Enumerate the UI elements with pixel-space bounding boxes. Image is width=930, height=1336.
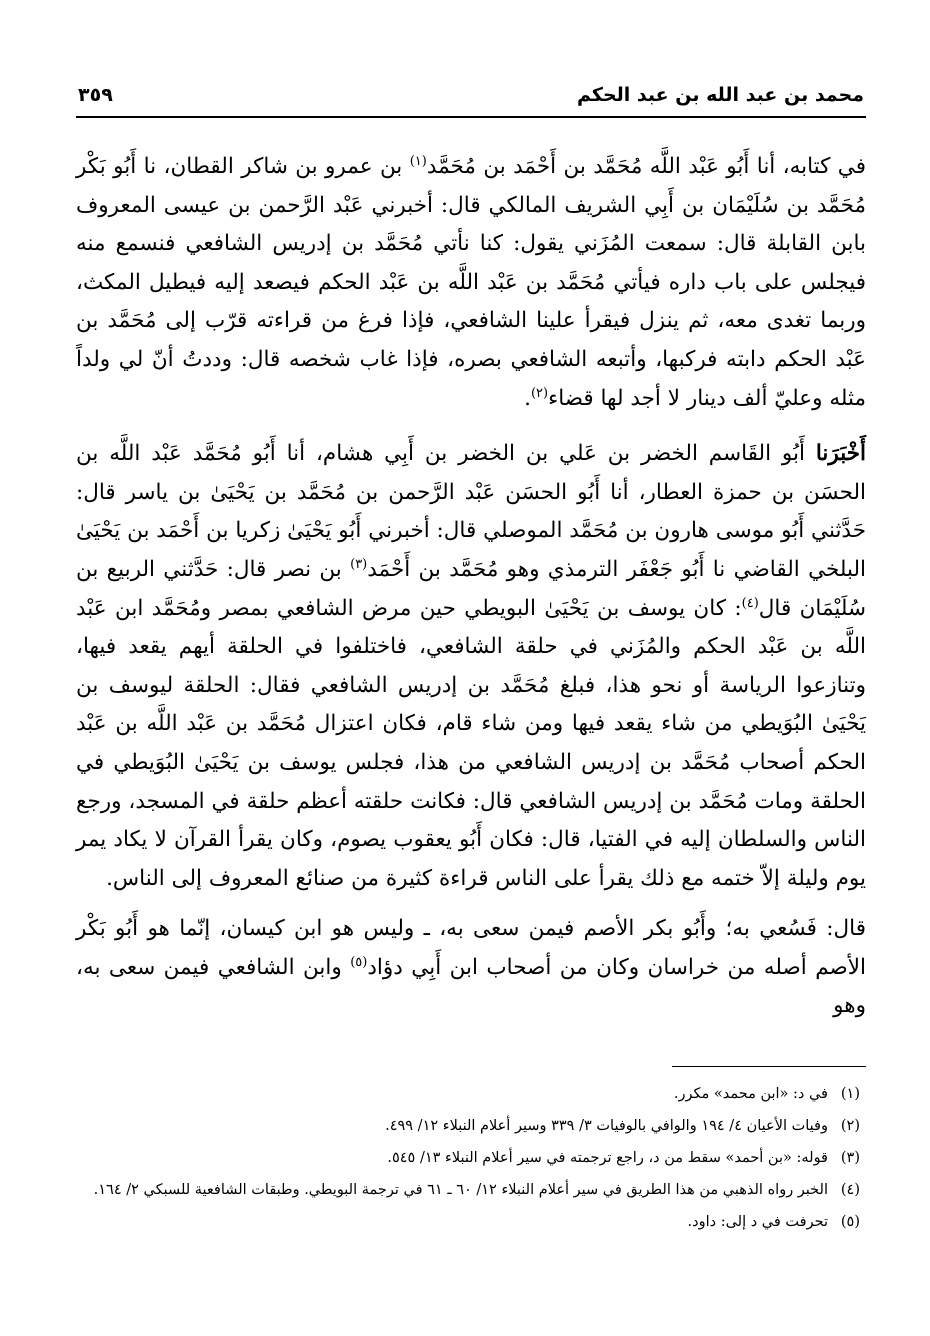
footnote [76,1146,866,1171]
paragraph [76,910,866,1026]
running-header [76,84,866,118]
footnote-ref: (٤) [741,595,759,611]
main-text [76,148,866,1026]
footnote [76,1082,866,1107]
paragraph-text: : كان يوسف بن يَحْيَىٰ البويطي حين مرض الشافعي بمصر ومُحَمَّد ابن عَبْد اللَّه بن عَبْد الحكم والمُزَني في حلقة الشافعي، فاختلفوا في الحلقة أيهم يقعد فيها، وتنازعوا الرياسة أو نحو هذا، فبلغ مُحَمَّد بن إدريس الشافعي فقال: الحلقة ليوسف بن يَحْيَىٰ البُوَيطي من شاء يقعد فيها ومن شاء قام، فكان اعتزال مُحَمَّد بن عَبْد اللَّه بن عَبْد الحكم أصحاب مُحَمَّد بن إدريس الشافعي من هذا، فجلس يوسف بن يَحْيَىٰ البُوَيطي في الحلقة ومات مُحَمَّد بن إدريس الشافعي قال: فكانت حلقته أعظم حلقة في المسجد، ورجع الناس والسلطان إليه في الفتيا، قال: فكان أَبُو يعقوب يصوم، وكان يقرأ القرآن لا يكاد يمر يوم وليلة إلاّ ختمه مع ذلك يقرأ على الناس قراءة كثيرة من صنائع المعروف إلى الناس. [76,595,866,891]
footnote-mark: (٢) [840,1118,860,1134]
footnote-ref: (٥) [350,954,368,970]
footnote-text: قوله: «بن أحمد» سقط من د، راجع ترجمته في سير أعلام النبلاء ١٣/ ٥٤٥. [387,1150,828,1166]
running-title: محمد بن عبد الله بن عبد الحكم [577,84,864,106]
paragraph [76,435,866,898]
footnote-mark: (٥) [840,1214,860,1230]
footnote-ref: (١) [409,153,427,169]
paragraph [76,148,866,418]
paragraph-text: . [524,385,531,411]
paragraph-text: بن عمرو بن شاكر القطان، نا أَبُو بَكْر مُحَمَّد بن سُلَيْمَان بن أَبِي الشريف المالكي قال: أخبرني عَبْد الرَّحمن بن عيسى المعروف بابن القابلة قال: سمعت المُزَني يقول: كنا نأتي مُحَمَّد بن إدريس الشافعي فنسمع منه فيجلس على باب داره فيأتي مُحَمَّد بن عَبْد اللَّه بن عَبْد الحكم فيصعد إليه فيطيل المكث، وربما تغدى معه، ثم ينزل فيقرأ علينا الشافعي، فإذا فرغ من قراءته قرّب إلى مُحَمَّد بن عَبْد الحكم دابته فركبها، وأتبعه الشافعي بصره، فإذا غاب شخصه قال: وددتُ أنّ لي ولداً مثله وعليّ ألف دينار لا أجد لها قضاء [76,154,866,411]
footnote [76,1210,866,1235]
paragraph-text: قال: فَسُعي به؛ وأَبُو بكر الأصم فيمن سعى به، ـ وليس هو ابن كيسان، إنّما هو أَبُو بَكْر الأصم أصله من خراسان وكان من أصحاب ابن أَبِي دؤاد [76,916,866,980]
footnote-ref: (٢) [530,385,549,401]
paragraph-text: وابن الشافعي فيمن سعى به، وهو [76,954,866,1019]
page-number: ٣٥٩ [78,84,113,106]
paragraph-text: أَبُو القَاسم الخضر بن عَلي بن الخضر بن أَبِي هشام، أنا أَبُو مُحَمَّد عَبْد اللَّه بن الحسَن بن حمزة العطار، أنا أَبُو الحسَن عَبْد الرَّحمن بن مُحَمَّد بن يَحْيَىٰ بن ياسر قال: حَدَّثني أَبُو موسى هارون بن مُحَمَّد الموصلي قال: أخبرني أَبُو يَحْيَىٰ زكريا بن أَحْمَد بن يَحْيَىٰ البلخي القاضي نا أَبُو جَعْفَر الترمذي وهو مُحَمَّد بن أَحْمَد [76,441,866,582]
footnote-text: تحرفت في د إلى: داود. [687,1214,828,1230]
footnote-mark: (٤) [840,1182,860,1198]
footnote-ref: (٣) [350,556,368,572]
paragraph-text: بن نصر قال: حَدَّثني الربيع بن سُلَيْمَان قال [76,556,866,621]
footnote [76,1114,866,1139]
lead-word: أَخْبَرَنا [815,441,866,467]
footnote-mark: (٣) [840,1150,860,1166]
footnote-mark: (١) [840,1086,860,1102]
paragraph-text: في كتابه، أنا أَبُو عَبْد اللَّه مُحَمَّد بن أَحْمَد بن مُحَمَّد [426,154,866,179]
footnote-text: وفيات الأعيان ٤/ ١٩٤ والوافي بالوفيات ٣/ ٣٣٩ وسير أعلام النبلاء ١٢/ ٤٩٩. [385,1118,828,1134]
footnote [76,1178,866,1203]
footnote-text: في د: «ابن محمد» مكرر. [673,1086,828,1102]
footnote-text: الخبر رواه الذهبي من هذا الطريق في سير أعلام النبلاء ١٢/ ٦٠ ـ ٦١ في ترجمة البويطي. وطبقات الشافعية للسبكي ٢/ ١٦٤. [93,1182,828,1198]
footnotes [76,1082,866,1242]
footnote-separator [672,1066,866,1067]
